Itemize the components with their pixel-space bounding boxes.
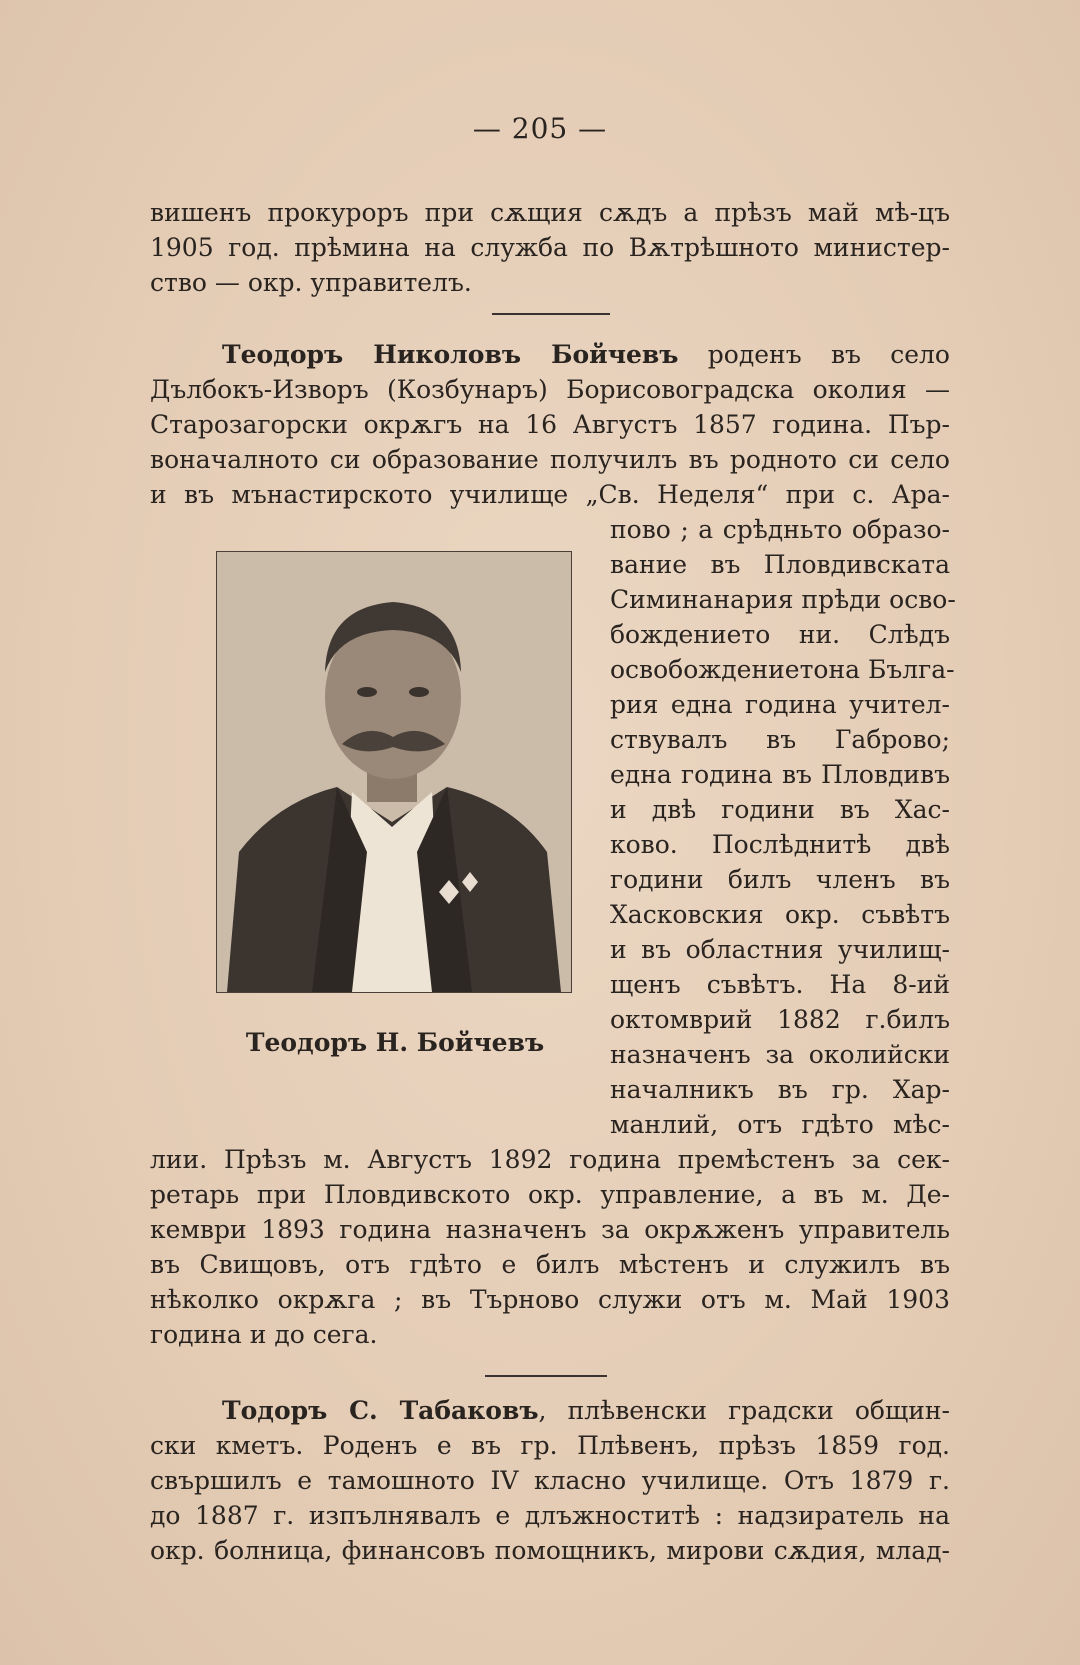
text-line: свършилъ е тамошното IV класно училище. Отъ 1879 г. <box>150 1466 950 1495</box>
text-line: ски кметъ. Роденъ е въ гр. Плѣвенъ, прѣзъ 1859 год. <box>150 1431 950 1460</box>
text-line: пово ; а срѣдньто образо- <box>610 515 950 544</box>
text-line: 1905 год. прѣмина на служба по Вѫтрѣшното министер- <box>150 233 950 262</box>
text-line: вишенъ прокуроръ при сѫщия сѫдъ а прѣзъ май мѣ-цъ <box>150 198 950 227</box>
text-line: манлий, отъ гдѣто мѣс- <box>610 1110 950 1139</box>
portrait-illustration <box>217 552 571 992</box>
text-line: една година въ Пловдивъ <box>610 760 950 789</box>
text-line: Симинанария прѣди осво- <box>610 585 956 614</box>
text-line: воначалното си образование получилъ въ родното си село <box>150 445 950 474</box>
person-name: Тодоръ С. Табаковъ <box>222 1396 539 1425</box>
photo-caption: Теодоръ Н. Бойчевъ <box>245 1028 545 1057</box>
text-line: Хасковския окр. съвѣтъ <box>610 900 950 929</box>
section-divider <box>492 313 610 315</box>
portrait-photo <box>216 551 572 993</box>
text-line: октомврий 1882 г.билъ <box>610 1005 950 1034</box>
text-line: ствувалъ въ Габрово; <box>610 725 950 754</box>
text-line: и въ мънастирското училище „Св. Неделя“ при с. Ара- <box>150 480 950 509</box>
text-line: кември 1893 година назначенъ за окрѫженъ управитель <box>150 1215 950 1244</box>
text-line: и двѣ години въ Хас- <box>610 795 950 824</box>
text-line: Тодоръ С. Табаковъ, плѣвенски градски общин- <box>222 1396 950 1425</box>
text-line: година и до сега. <box>150 1320 378 1349</box>
text-line: окр. болница, финансовъ помощникъ, мирови сѫдия, млад- <box>150 1536 950 1565</box>
text-line: ство — окр. управителъ. <box>150 268 472 297</box>
text-line: рия една година учител- <box>610 690 950 719</box>
text-line: Теодоръ Николовъ Бойчевъ роденъ въ село <box>222 340 950 369</box>
text-line: и въ областния училищ- <box>610 935 950 964</box>
text-line: до 1887 г. изпълнявалъ е длъжноститѣ : надзиратель на <box>150 1501 950 1530</box>
text-line: ретарь при Пловдивското окр. управление, а въ м. Де- <box>150 1180 950 1209</box>
text-line: нѣколко окрѫга ; въ Търново служи отъ м. Май 1903 <box>150 1285 950 1314</box>
text-line: ково. Послѣднитѣ двѣ <box>610 830 950 859</box>
text-line: щенъ съвѣтъ. На 8-ий <box>610 970 950 999</box>
section-divider <box>485 1375 607 1377</box>
text-line: лии. Прѣзъ м. Августъ 1892 година премѣстенъ за сек- <box>150 1145 950 1174</box>
text-line: бождението ни. Слѣдъ <box>610 620 950 649</box>
text-line: Дълбокъ-Изворъ (Козбунаръ) Борисовоградска околия — <box>150 375 950 404</box>
text-line: началникъ въ гр. Хар- <box>610 1075 950 1104</box>
text-line: освобождениетона Бълга- <box>610 655 955 684</box>
text-line: назначенъ за околийски <box>610 1040 950 1069</box>
text-line: вание въ Пловдивската <box>610 550 950 579</box>
text-line: години билъ членъ въ <box>610 865 950 894</box>
text-line: Старозагорски окрѫгъ на 16 Августъ 1857 година. Пър- <box>150 410 950 439</box>
text-line: въ Свищовъ, отъ гдѣто е билъ мѣстенъ и служилъ въ <box>150 1250 950 1279</box>
person-name: Теодоръ Николовъ Бойчевъ <box>222 340 679 369</box>
page-number: — 205 — <box>472 112 608 145</box>
